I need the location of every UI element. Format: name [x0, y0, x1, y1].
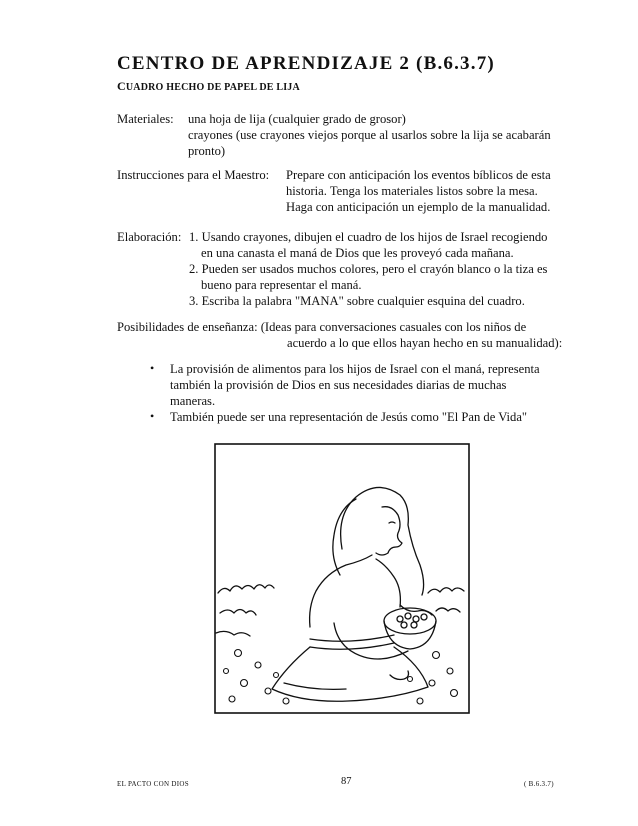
materiales-line: pronto) [188, 144, 226, 158]
posibilidades-line: acuerdo a lo que ellos hayan hecho en su manualidad): [287, 336, 563, 350]
manna-gathering-illustration [214, 443, 470, 714]
materiales-label: Materiales: [117, 112, 174, 126]
bullet-text: también la provisión de Dios en sus necesidades diarias de muchas [170, 378, 507, 392]
materiales-line: una hoja de lija (cualquier grado de grosor) [188, 112, 406, 126]
bullet-text: maneras. [170, 394, 216, 408]
instrucciones-line: Prepare con anticipación los eventos bíblicos de esta [286, 168, 551, 182]
page-title: CENTRO DE APRENDIZAJE 2 (B.6.3.7) [117, 53, 495, 74]
elaboracion-step: en una canasta el maná de Dios que les proveyó cada mañana. [201, 246, 514, 260]
materiales-line: crayones (use crayones viejos porque al usarlos sobre la lija se acabarán [188, 128, 551, 142]
elaboracion-step: 2. Pueden ser usados muchos colores, pero el crayón blanco o la tiza es [189, 262, 548, 276]
footer-lesson-code: ( B.6.3.7) [524, 780, 554, 788]
subtitle-rest: UADRO HECHO DE PAPEL DE LIJA [125, 82, 300, 93]
instrucciones-line: historia. Tenga los materiales listos sobre la mesa. [286, 184, 538, 198]
elaboracion-step: bueno para representar el maná. [201, 278, 362, 292]
bullet-dot: • [150, 361, 155, 375]
bullet-dot: • [150, 409, 155, 423]
bullet-text: La provisión de alimentos para los hijos de Israel con el maná, representa [170, 362, 540, 376]
instrucciones-line: Haga con anticipación un ejemplo de la manualidad. [286, 200, 551, 214]
elaboracion-label: Elaboración: [117, 230, 182, 244]
page-number: 87 [341, 776, 352, 787]
footer-book-title: EL PACTO CON DIOS [117, 780, 189, 788]
posibilidades-line: Posibilidades de enseñanza: (Ideas para conversaciones casuales con los niños de [117, 320, 527, 334]
subtitle-initial: C [117, 79, 126, 93]
elaboracion-step: 3. Escriba la palabra "MANA" sobre cualquier esquina del cuadro. [189, 294, 525, 308]
elaboracion-step: 1. Usando crayones, dibujen el cuadro de los hijos de Israel recogiendo [189, 230, 548, 244]
instrucciones-label: Instrucciones para el Maestro: [117, 168, 270, 182]
bullet-text: También puede ser una representación de Jesús como "El Pan de Vida" [170, 410, 528, 424]
page-subtitle [117, 79, 300, 94]
